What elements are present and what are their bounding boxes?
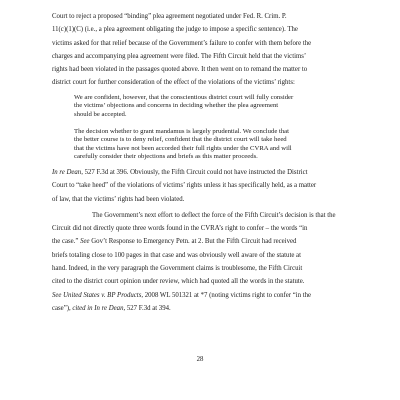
document-body — [52, 10, 352, 315]
case-citation: cited in In re Dean — [72, 304, 124, 312]
quote-line: should be accepted. — [74, 110, 127, 118]
quote-line: that the victims have not been accorded their full rights under the CVRA and will — [74, 144, 292, 152]
text-fragment: , 527 F.3d at 396. Obviously, the Fifth Circuit could not have instructed the District — [81, 168, 308, 176]
text-fragment: case”), — [52, 304, 73, 312]
quote-line: the victims’ objections and concerns in deciding whether the plea agreement — [74, 102, 279, 110]
text-fragment: , 527 F.3d at 394. — [123, 304, 171, 312]
text-line: victims asked for that relief because of the Government’s failure to confer with them before the — [52, 39, 312, 47]
text-line: charges and accompanying plea agreement were filed. The Fifth Circuit held that the victims’ — [52, 52, 307, 60]
paragraph-after-quote — [52, 166, 352, 206]
text-line: Circuit did not directly quote three words found in the CVRA’s right to confer – the words “in — [52, 225, 308, 233]
text-line: hand. Indeed, in the very paragraph the Government claims is troublesome, the Fifth Circuit — [52, 265, 303, 273]
text-line: district court for further consideration of the effect of the violations of the victims’ rights: — [52, 79, 295, 87]
text-line: cited to the district court opinion under review, which had quoted all the words in the statute. — [52, 278, 305, 286]
text-fragment: the case.” — [52, 238, 81, 246]
text-fragment: Gov’t Response to Emergency Petn. at 2. But the Fifth Circuit had received — [89, 238, 297, 246]
quote-line: the better course is to deny relief, confident that the district court will take heed — [74, 136, 287, 144]
text-line — [52, 289, 352, 302]
case-citation: In re Dean — [52, 168, 82, 176]
text-line: of law, that the victims’ rights had been violated. — [52, 195, 185, 203]
text-line — [52, 166, 352, 179]
case-citation: See United States v. BP Products — [52, 291, 142, 299]
text-line: briefs totaling close to 100 pages in that case and was obviously well aware of the statute at — [52, 251, 301, 259]
quote-line: We are confident, however, that the conscientious district court will fully consider — [74, 93, 294, 101]
quote-line: The decision whether to grant mandamus is largely prudential. We conclude that — [74, 127, 290, 135]
paragraph-opening — [52, 10, 352, 90]
text-line: The Government’s next effort to deflect the force of the Fifth Circuit’s decision is that the — [92, 211, 336, 219]
text-line: 11(c)(1)(C) (i.e., a plea agreement obligating the judge to impose a specific sentence). The — [52, 26, 298, 34]
text-fragment: , 2008 WL 501321 at *7 (noting victims right to confer “in the — [141, 291, 312, 299]
signal-see: See — [80, 238, 90, 246]
block-quote-first — [74, 94, 343, 120]
text-line — [52, 302, 352, 315]
text-line — [52, 235, 352, 248]
block-quote-second — [74, 128, 343, 162]
text-line: Court to “take heed” of the violations of victims’ rights unless it has specifically held, as a matter — [52, 182, 317, 190]
text-line: Court to reject a proposed “binding” plea agreement negotiated under Fed. R. Crim. P. — [52, 13, 287, 20]
text-line: rights had been violated in the passages quoted above. It then went on to remand the matter to — [52, 66, 308, 74]
quote-line: carefully consider their objections and briefs as this matter proceeds. — [74, 153, 258, 161]
page-number: 28 — [196, 356, 204, 363]
paragraph-government-argument — [52, 209, 352, 315]
